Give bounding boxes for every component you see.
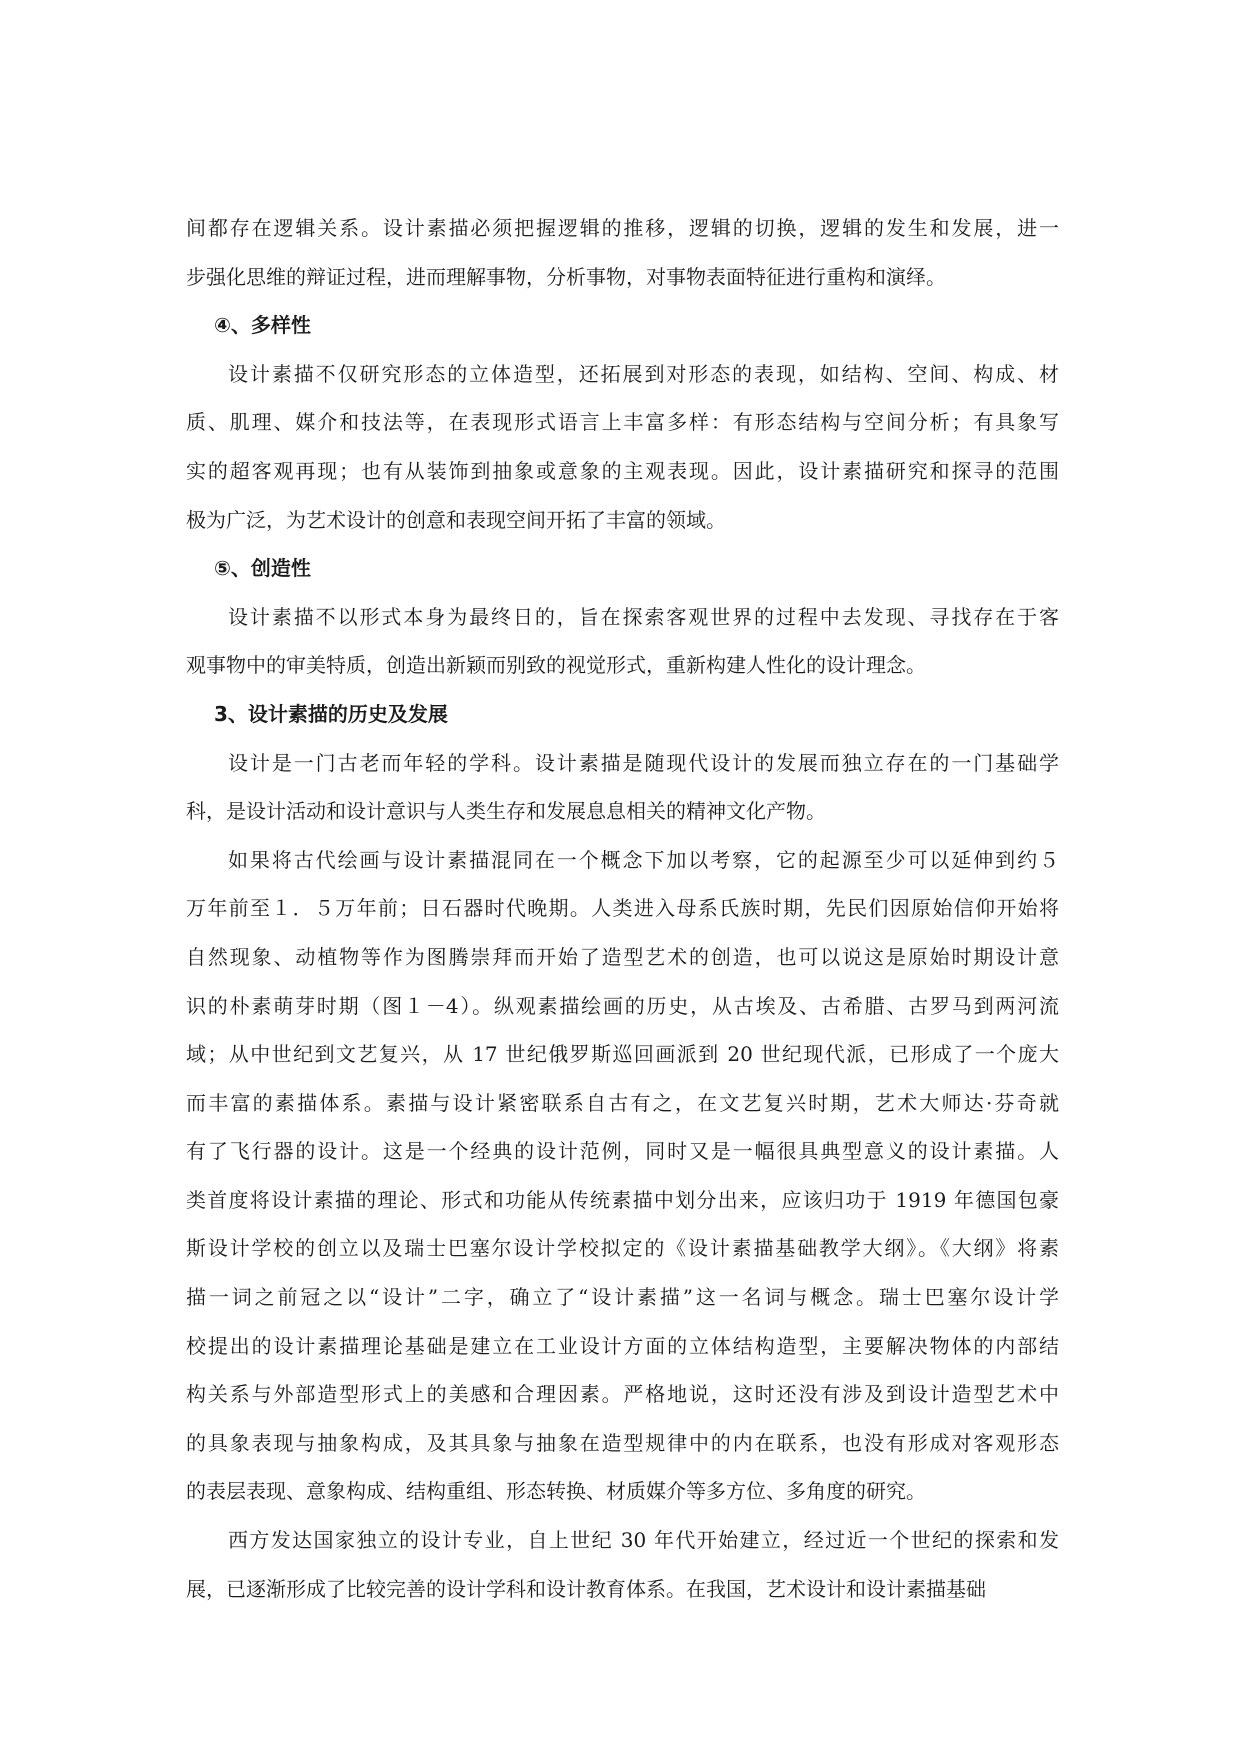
paragraph-line: 实的超客观再现；也有从装饰到抽象或意象的主观表现。因此，设计素描研究和探寻的范围 <box>186 458 1059 483</box>
paragraph-line: 如果将古代绘画与设计素描混同在一个概念下加以考察，它的起源至少可以延伸到约５ <box>228 847 1059 872</box>
section-heading: ④、多样性 <box>214 313 311 338</box>
section-heading: 3、设计素描的历史及发展 <box>214 701 448 726</box>
paragraph-line: 的具象表现与抽象构成，及其具象与抽象在造型规律中的内在联系，也没有形成对客观形态 <box>186 1430 1059 1455</box>
paragraph-line: 校提出的设计素描理论基础是建立在工业设计方面的立体结构造型，主要解决物体的内部结 <box>186 1333 1059 1358</box>
paragraph-line: 设计素描不仅研究形态的立体造型，还拓展到对形态的表现，如结构、空间、构成、材 <box>228 361 1059 386</box>
paragraph-line: 观事物中的审美特质，创造出新颖而别致的视觉形式，重新构建人性化的设计理念。 <box>186 653 926 678</box>
paragraph-line: 斯设计学校的创立以及瑞士巴塞尔设计学校拟定的《设计素描基础教学大纲》。《大纲》将素 <box>186 1236 1059 1261</box>
paragraph-line: 有了飞行器的设计。这是一个经典的设计范例，同时又是一幅很具典型意义的设计素描。人 <box>186 1139 1059 1164</box>
paragraph-line: 设计是一门古老而年轻的学科。设计素描是随现代设计的发展而独立存在的一门基础学 <box>228 750 1059 775</box>
paragraph-line: 步强化思维的辩证过程，进而理解事物，分析事物，对事物表面特征进行重构和演绎。 <box>186 264 946 289</box>
document-body <box>186 204 1059 1613</box>
paragraph-line: 西方发达国家独立的设计专业，自上世纪 30 年代开始建立，经过近一个世纪的探索和发 <box>228 1528 1059 1553</box>
paragraph-line: 而丰富的素描体系。素描与设计紧密联系自古有之，在文艺复兴时期，艺术大师达·芬奇就 <box>186 1090 1059 1115</box>
paragraph-line: 展，已逐渐形成了比较完善的设计学科和设计教育体系。在我国，艺术设计和设计素描基础 <box>186 1576 986 1601</box>
paragraph-line: 描一词之前冠之以“设计”二字，确立了“设计素描”这一名词与概念。瑞士巴塞尔设计学 <box>186 1285 1059 1310</box>
paragraph-line: 间都存在逻辑关系。设计素描必须把握逻辑的推移，逻辑的切换，逻辑的发生和发展，进一 <box>186 216 1059 240</box>
paragraph-line: 万年前至１．５万年前；日石器时代晚期。人类进入母系氏族时期，先民们因原始信仰开始将 <box>186 896 1059 921</box>
paragraph-line: 的表层表现、意象构成、结构重组、形态转换、材质媒介等多方位、多角度的研究。 <box>186 1479 926 1504</box>
paragraph-line: 类首度将设计素描的理论、形式和功能从传统素描中划分出来，应该归功于 1919 年德国包豪 <box>186 1187 1059 1212</box>
paragraph-line: 质、肌理、媒介和技法等，在表现形式语言上丰富多样：有形态结构与空间分析；有具象写 <box>186 410 1059 435</box>
section-heading: ⑤、创造性 <box>214 556 311 581</box>
paragraph-line: 设计素描不以形式本身为最终日的，旨在探索客观世界的过程中去发现、寻找存在于客 <box>228 604 1059 629</box>
paragraph-line: 极为广泛，为艺术设计的创意和表现空间开拓了丰富的领域。 <box>186 507 726 532</box>
paragraph-line: 构关系与外部造型形式上的美感和合理因素。严格地说，这时还没有涉及到设计造型艺术中 <box>186 1382 1059 1407</box>
paragraph-line: 识的朴素萌芽时期（图１－4）。纵观素描绘画的历史，从古埃及、古希腊、古罗马到两河流 <box>186 993 1059 1018</box>
paragraph-line: 科，是设计活动和设计意识与人类生存和发展息息相关的精神文化产物。 <box>186 799 826 824</box>
paragraph-line: 域；从中世纪到文艺复兴，从 17 世纪俄罗斯巡回画派到 20 世纪现代派，已形成了一个庞大 <box>186 1042 1059 1067</box>
paragraph-line: 自然现象、动植物等作为图腾崇拜而开始了造型艺术的创造，也可以说这是原始时期设计意 <box>186 944 1059 969</box>
